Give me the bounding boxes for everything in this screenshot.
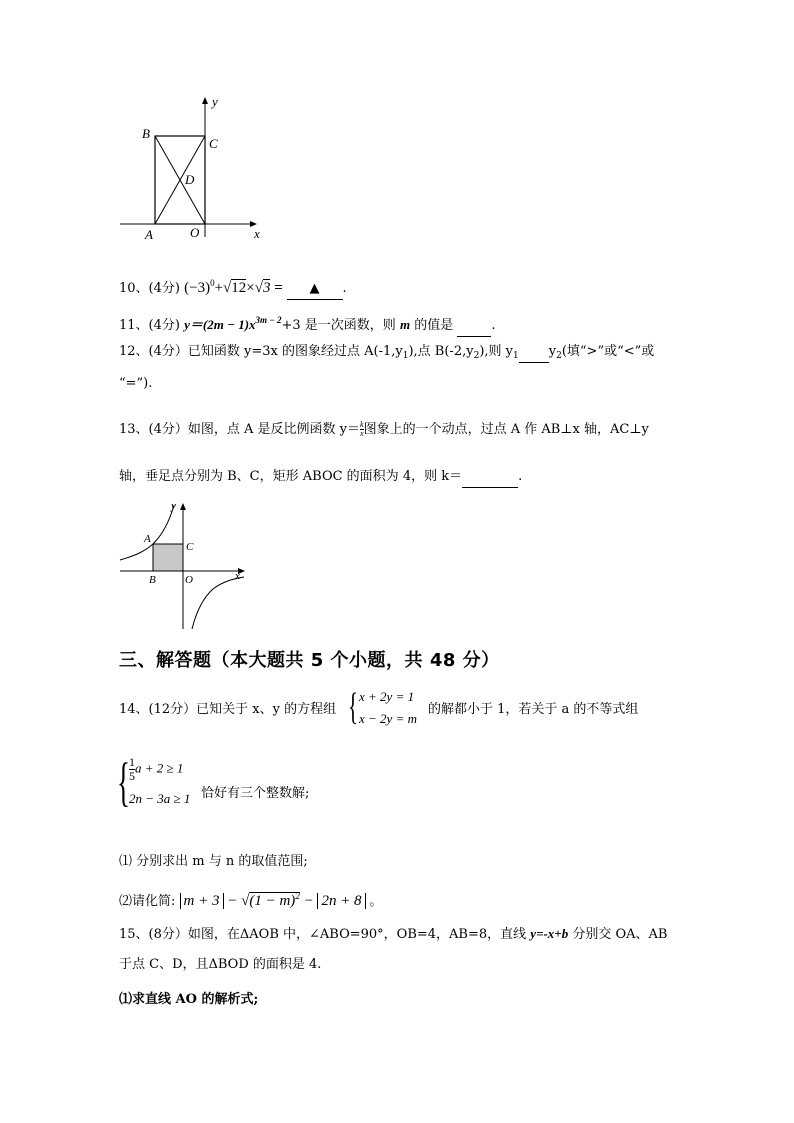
q10-expr: $(-3)^0+√12\times√3$ = [184,278,287,296]
section-3-heading: 三、解答题（本大题共 5 个小题，共 48 分） [119,650,500,671]
label-d: D [185,172,195,187]
question-11: 11、(4分) $y=(2m - 1)x^{3m - 2}+3$ 是一次函数，则 m 的值是 . [119,310,495,337]
q11-function: y＝(2m − 1) [184,317,250,332]
label-o: O [190,225,200,240]
q14-eq1: x + 2y = 1 [359,689,415,704]
label-c: C [186,541,194,553]
q11-answer-blank [457,316,491,337]
question-15: 15、(8分）如图，在ΔAOB 中，∠ABO=90°，OB=4，AB=8，直线 y=-x+b 分别交 OA、AB [119,926,668,942]
q12-text: 12、(4分）已知函数 y=3x 的图象经过点 A(-1,y [119,344,403,359]
q10-prefix: 10、(4分) [119,281,180,296]
question-13: 13、(4分）如图，点 A 是反比例函数 y＝ $\frac{k}{x}$ 图象上的一个动点，过点 A 作 AB⊥x 轴，AC⊥y [119,420,649,438]
y-axis-arrow [202,97,208,104]
question-10: 10、(4分) $(-3)^0+√12\times√3$ = ▲ . [119,273,347,300]
q14-system-brace: { [348,686,359,728]
shaded-rectangle-aboc [153,544,183,571]
q13-answer-blank [462,467,518,488]
q12-answer-blank [519,342,549,363]
q13-fraction: $\frac{k}{x}$ [360,420,364,438]
y-axis-arrow [180,503,186,510]
figure-hyperbola [114,497,254,632]
label-a: A [144,533,151,545]
question-12: 12、(4分）已知函数 y=3x 的图象经过点 $A(-1,y_1)$,点 $B(-2,y_2)$,则 $y_1$ $y_2$(填“>”或“<”或 [119,344,655,361]
question-14-ineq-tail: 恰好有三个整数解; [201,786,310,801]
question-15-part1: ⑴求直线 AO 的解析式; [119,992,259,1007]
label-b: B [142,126,150,141]
label-y: y [171,500,176,512]
question-14-tail: 的解都小于 1，若关于 a 的不等式组 [428,702,639,717]
q14-ineq2: 2n − 3a ≥ 1 [129,791,191,806]
q14-expression: $m + 3 - √(1 - m)^2 - 2n + 8$ [180,892,370,909]
question-14-part1: ⑴ 分别求出 m 与 n 的取值范围; [119,854,308,869]
question-14: 14、(12分）已知关于 x、y 的方程组 [119,702,337,717]
triangle-icon: ▲ [309,281,320,296]
q14-ineq-brace: { [117,752,130,812]
label-b: B [149,574,156,586]
label-x: x [235,570,240,582]
q13-text: 13、(4分）如图，点 A 是反比例函数 y＝ [119,422,361,437]
label-y: y [212,94,218,109]
q10-answer-blank [287,279,343,300]
q11-prefix: 11、(4分) [119,318,180,333]
label-x: x [254,226,260,241]
label-o: O [185,574,193,586]
question-13-line2: 轴，垂足点分别为 B、C，矩形 ABOC 的面积为 4，则 k＝ . [119,467,522,488]
question-15-line2: 于点 C、D，且ΔBOD 的面积是 4. [119,957,322,972]
label-a: A [145,227,153,242]
q14-eq2: x − 2y = m [359,711,417,726]
question-12-line2: “=”). [119,376,153,391]
label-c: C [209,136,218,151]
hyperbola-branch-right [192,577,244,629]
q14-ineq1: $\frac{1}{5}$ a + 2 ≥ 1 [129,755,184,783]
figure-rectangle-diagonals [114,92,274,244]
question-14-part2: ⑵请化简: $m + 3 - √(1 - m)^2 - 2n + 8$ 。 [119,891,383,909]
